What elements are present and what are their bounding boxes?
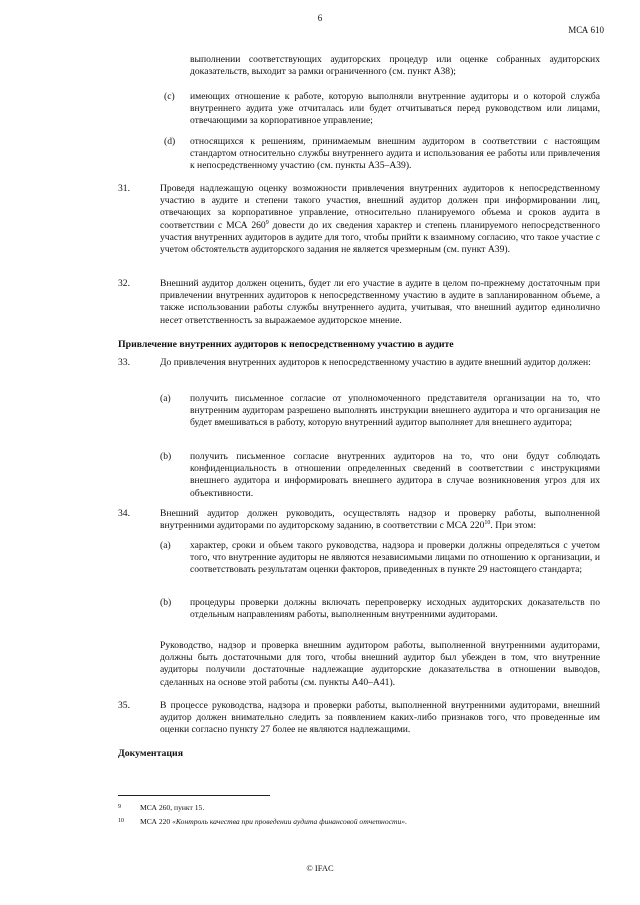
item-c-text: имеющих отношение к работе, которую выполняли внутренние аудиторы и о которой служба внутреннего аудита уже отчиталась или будет отчитываться перед руководством или лицами, отвечающими за корпоративное управление; [190, 91, 600, 127]
paragraph-34-closing: Руководство, надзор и проверка внешним аудитором работы, выполненной внутренними аудиторами, должны быть достаточными для того, чтобы внешний аудитор был убежден в том, что внутренние аудиторы получили достаточные надлежащие аудиторские доказательства в отношении выводов, сделанных на основе этой работы (см. пункты А40–А41). [160, 640, 600, 688]
paragraph-32: Внешний аудитор должен оценить, будет ли его участие в аудите в целом по-прежнему достаточным при привлечении внутренних аудиторов к непосредственному участию в аудите в запланированном объеме, а также использовании работы службы внутреннего аудита, учитывая, что внешний аудитор единолично несет ответственность за выражаемое аудиторское мнение. [160, 278, 600, 326]
footnote-ref-9: 9 [265, 219, 269, 226]
paragraph-31-text-a: Проведя надлежащую оценку возможности привлечения внутренних аудиторов к непосредственному участию в аудите и степени такого участия, внешний аудитор должен при информировании лиц, отвечающих за корпоративное управление, относительно планируемого объема и сроков аудита в соответствии с МСА 260 [160, 183, 600, 231]
paragraph-34-item-a: характер, сроки и объем такого руководства, надзора и проверки должны определяться с учетом того, что внутренние аудиторы не являются независимыми лицами по отношению к организации, и соответствовать результатам оценки факторов, приведенных в пункте 29 настоящего стандарта; [190, 540, 600, 576]
paragraph-31-text-b: довести до их сведения характер и степень планируемого непосредственного участия внутренних аудиторов в аудите для того, чтобы прийти к взаимному согласию, что такое участие с учетом обстоятельств аудиторского задания не является чрезмерным (см. пункт А39). [160, 219, 601, 256]
footnote-10-title: «Контроль качества при проведении аудита финансовой отчетности». [172, 817, 407, 826]
paragraph-33-item-b: получить письменное согласие внутренних аудиторов на то, что они будут соблюдать конфиденциальность в отношении определенных сведений в соответствии с инструкциями внешнего аудитора и информировать внешнего аудитора в случае возникновения угроз для их объективности. [190, 451, 600, 499]
footnote-9-text: МСА 260, пункт 15. [140, 803, 205, 812]
footnote-ref-10: 10 [484, 520, 491, 527]
document-id: МСА 610 [568, 25, 604, 35]
item-d-text: относящихся к решениям, принимаемым внешним аудитором в соответствии с настоящим стандартом относительно службы внутреннего аудита и использования ее работы или привлечения к непосредственному участию (см. пункты А35–А39). [190, 136, 600, 172]
paragraph-33-item-a: получить письменное согласие от уполномоченного представителя организации на то, что внутренним аудиторам разрешено выполнять инструкции внешнего аудитора и что организация не будет вмешиваться в работу, которую внутренний аудитор выполняет для внешнего аудитора; [190, 393, 600, 429]
item-label-d: (d) [164, 136, 176, 147]
paragraph-34-intro [160, 508, 600, 532]
paragraph-number-32: 32. [118, 278, 130, 289]
section-heading-direct-assistance: Привлечение внутренних аудиторов к непосредственному участию в аудите [118, 339, 454, 350]
item-label-33b: (b) [160, 451, 172, 462]
copyright: © IFAC [306, 863, 334, 873]
item-label-34a: (a) [160, 540, 171, 551]
paragraph-33-intro: До привлечения внутренних аудиторов к непосредственному участию в аудите внешний аудитор должен: [160, 357, 591, 368]
item-b-continuation: выполнении соответствующих аудиторских процедур или оценке собранных аудиторских доказательств, выходит за рамки ограниченного (см. пункт А38); [190, 54, 600, 78]
paragraph-34-item-b: процедуры проверки должны включать перепроверку исходных аудиторских доказательств по отдельным направлениям работы, выполненным внутренними аудиторами. [190, 597, 600, 621]
paragraph-number-31: 31. [118, 183, 130, 194]
footnote-number-9: 9 [118, 804, 121, 810]
section-heading-documentation: Документация [118, 748, 183, 759]
paragraph-number-35: 35. [118, 700, 130, 711]
paragraph-number-33: 33. [118, 357, 130, 368]
footnote-10-text [140, 817, 407, 827]
item-label-c: (c) [164, 91, 175, 102]
footnote-number-10: 10 [118, 818, 124, 824]
paragraph-number-34: 34. [118, 508, 130, 519]
item-label-33a: (a) [160, 393, 171, 404]
item-label-34b: (b) [160, 597, 172, 608]
paragraph-34-intro-b: . При этом: [490, 520, 536, 532]
footnote-divider [118, 795, 270, 796]
paragraph-34-intro-a: Внешний аудитор должен руководить, осуществлять надзор и проверку работы, выполненной внутренними аудиторами по аудиторскому заданию, в соответствии с МСА 220 [160, 508, 600, 532]
page-number: 6 [317, 13, 323, 23]
paragraph-31 [160, 183, 600, 256]
paragraph-35: В процессе руководства, надзора и проверки работы, выполненной внутренними аудиторами, внешний аудитор должен внимательно следить за появлением каких-либо признаков того, что проведенные им оценки согласно пункту 27 более не являются надлежащими. [160, 700, 600, 736]
footnote-10-ref: МСА 220 [140, 817, 173, 826]
